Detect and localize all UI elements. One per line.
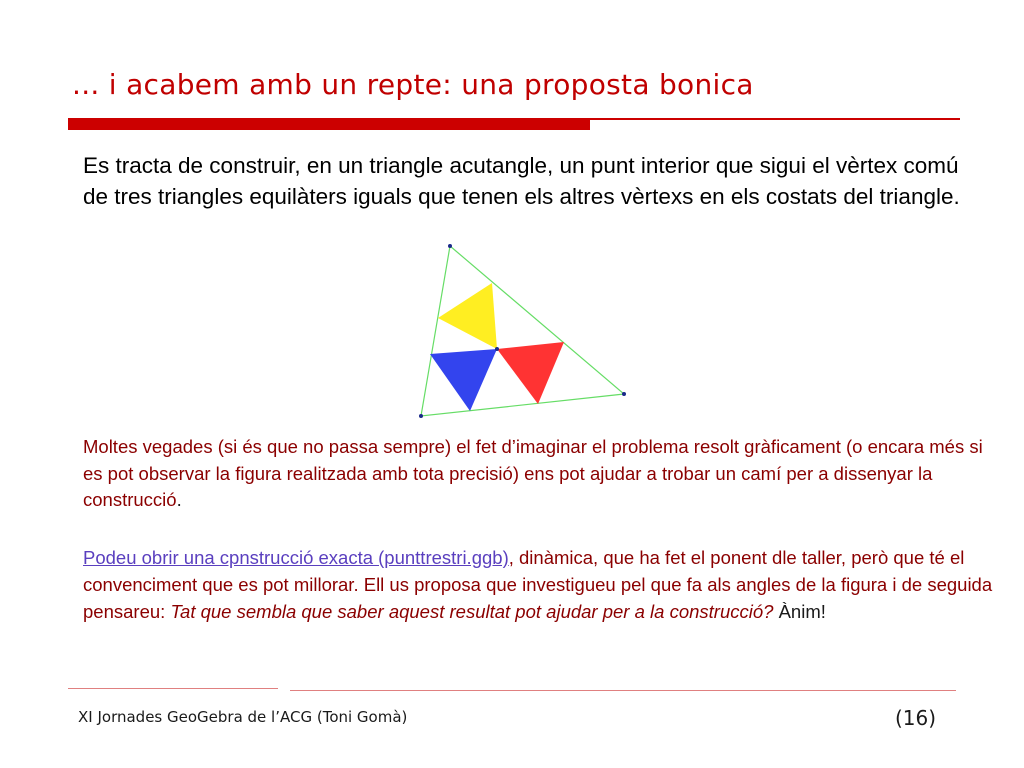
proposal-text: , dinàmica, que ha fet el ponent dle taller, però que té el convenciment que es pot millorar. Ell us proposa que investigueu pel que fa als angles de la figura i de seguida pensareu:: [83, 547, 993, 622]
outer-triangle: [421, 246, 624, 416]
vertex-bottom-left: [419, 414, 423, 418]
common-vertex: [495, 347, 499, 351]
triangle-figure: [405, 236, 645, 426]
closing-text: Ànim!: [773, 601, 826, 622]
ggb-file-link[interactable]: Podeu obrir una cpnstrucció exacta (punttrestri.ggb): [83, 547, 509, 568]
footer-divider-right: [290, 690, 956, 691]
hint-period: .: [176, 489, 182, 510]
intro-paragraph: Es tracta de construir, en un triangle acutangle, un punt interior que sigui el vèrtex comú de tres triangles equilàters iguals que tenen els altres vèrtexs en els costats del triangle.: [83, 153, 960, 209]
hint-paragraph: [83, 434, 983, 514]
red-triangle: [497, 342, 564, 404]
footer-credit: XI Jornades GeoGebra de l’ACG (Toni Gomà): [78, 708, 408, 726]
footer-divider-left: [68, 688, 278, 689]
title-underline-thick: [68, 118, 590, 130]
vertex-top: [448, 244, 452, 248]
title-underline-thin: [590, 118, 960, 120]
proposal-paragraph: [83, 544, 993, 625]
page-number: (16): [895, 706, 937, 730]
yellow-triangle: [438, 283, 497, 349]
hint-text: Moltes vegades (si és que no passa sempre) el fet d’imaginar el problema resolt gràficament (o encara més si es pot observar la figura realitzada amb tota precisió) ens pot ajudar a trobar un camí per a dissenyar la construcció: [83, 436, 983, 510]
vertex-right: [622, 392, 626, 396]
proposal-question: Tat que sembla que saber aquest resultat pot ajudar per a la construcció?: [170, 601, 774, 622]
slide-title: ... i acabem amb un repte: una proposta bonica: [72, 68, 754, 101]
blue-triangle: [430, 349, 497, 411]
